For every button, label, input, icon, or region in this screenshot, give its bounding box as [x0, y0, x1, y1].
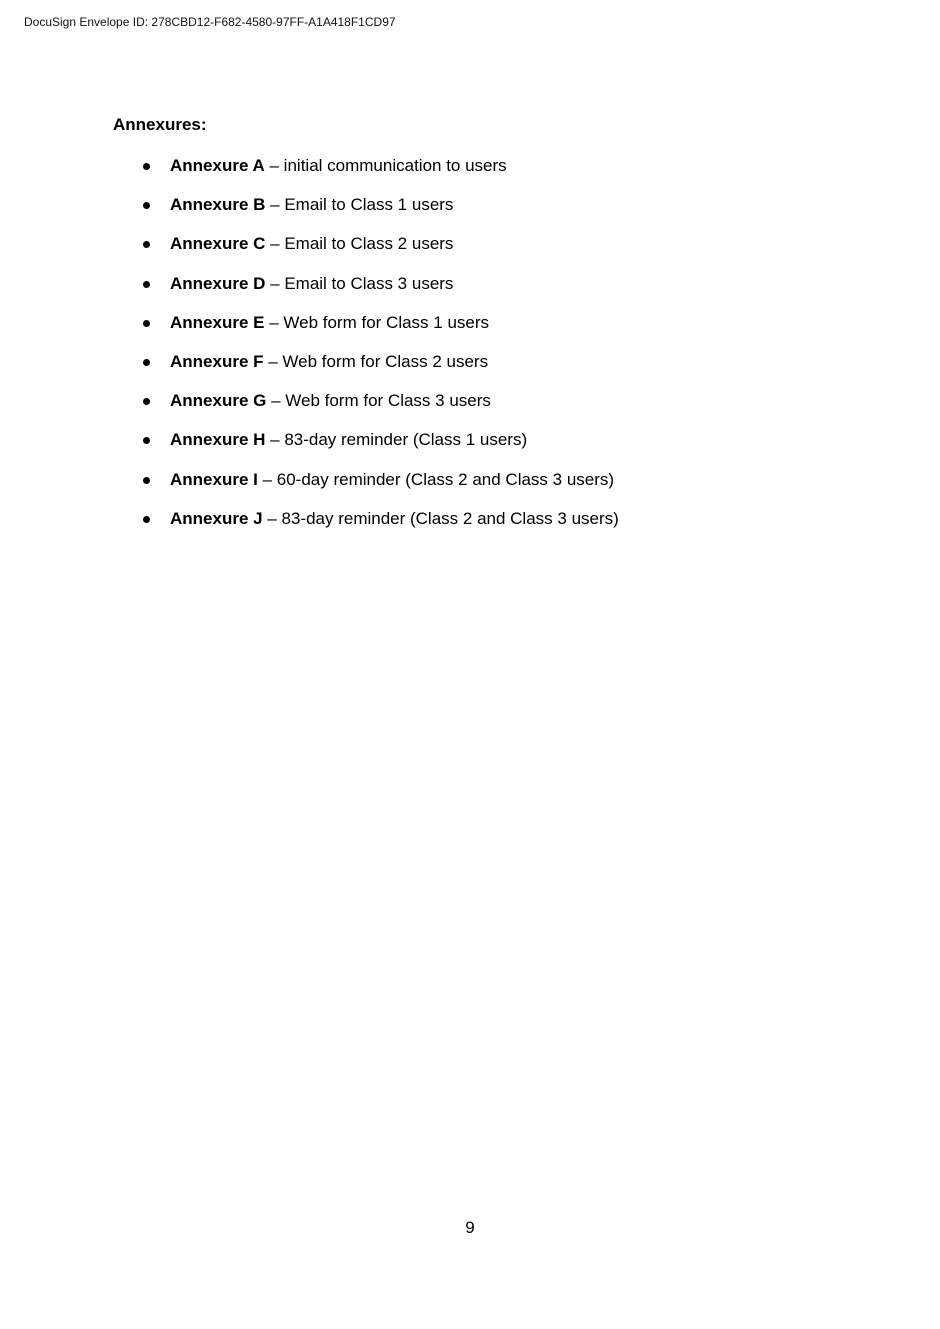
- bullet-icon: [143, 437, 150, 444]
- docusign-envelope-id: DocuSign Envelope ID: 278CBD12-F682-4580-97FF-A1A418F1CD97: [24, 15, 396, 29]
- bullet-icon: [143, 398, 150, 405]
- annexure-entry: [170, 351, 488, 373]
- bullet-icon: [143, 163, 150, 170]
- annexure-entry: [170, 429, 527, 451]
- annexure-label: Annexure F: [170, 351, 264, 371]
- bullet-icon: [143, 320, 150, 327]
- bullet-icon: [143, 516, 150, 523]
- annexure-description: – 83-day reminder (Class 2 and Class 3 users): [262, 508, 619, 528]
- annexure-entry: [170, 312, 489, 334]
- list-item: [0, 194, 940, 233]
- annexure-label: Annexure D: [170, 273, 266, 293]
- annexure-label: Annexure G: [170, 391, 267, 411]
- annexure-label: Annexure H: [170, 430, 266, 450]
- list-item: [0, 233, 940, 272]
- annexure-label: Annexure I: [170, 469, 258, 489]
- annexure-entry: [170, 194, 453, 216]
- bullet-icon: [143, 359, 150, 366]
- annexure-description: – Email to Class 2 users: [265, 234, 454, 254]
- annexure-label: Annexure C: [170, 234, 266, 254]
- list-item: [0, 155, 940, 194]
- list-item: [0, 390, 940, 429]
- annexure-entry: [170, 233, 453, 255]
- list-item: [0, 351, 940, 390]
- list-item: [0, 312, 940, 351]
- list-item: [0, 508, 940, 547]
- list-item: [0, 469, 940, 508]
- bullet-icon: [143, 241, 150, 248]
- annexure-label: Annexure E: [170, 312, 265, 332]
- annexure-label: Annexure A: [170, 156, 265, 175]
- annexure-description: – Web form for Class 3 users: [266, 391, 491, 411]
- annexure-description: – 83-day reminder (Class 1 users): [265, 430, 528, 450]
- annexure-entry: [170, 469, 614, 491]
- bullet-icon: [143, 281, 150, 288]
- annexure-label: Annexure B: [170, 195, 266, 215]
- annexure-description: – Web form for Class 2 users: [263, 351, 489, 371]
- annexure-list: [0, 155, 940, 547]
- list-item: [0, 273, 940, 312]
- annexure-entry: [170, 155, 507, 177]
- annexures-heading: Annexures:: [113, 115, 207, 134]
- bullet-icon: [143, 202, 150, 209]
- annexure-description: – Web form for Class 1 users: [264, 312, 490, 332]
- annexure-description: – Email to Class 1 users: [265, 195, 454, 215]
- annexure-entry: [170, 508, 619, 530]
- page-number: 9: [465, 1218, 475, 1237]
- annexure-entry: [170, 273, 453, 295]
- annexure-description: – 60-day reminder (Class 2 and Class 3 users): [257, 469, 615, 489]
- annexure-description: – initial communication to users: [264, 156, 507, 175]
- annexure-label: Annexure J: [170, 508, 263, 528]
- bullet-icon: [143, 477, 150, 484]
- annexure-entry: [170, 390, 491, 412]
- annexure-description: – Email to Class 3 users: [265, 273, 454, 293]
- list-item: [0, 429, 940, 468]
